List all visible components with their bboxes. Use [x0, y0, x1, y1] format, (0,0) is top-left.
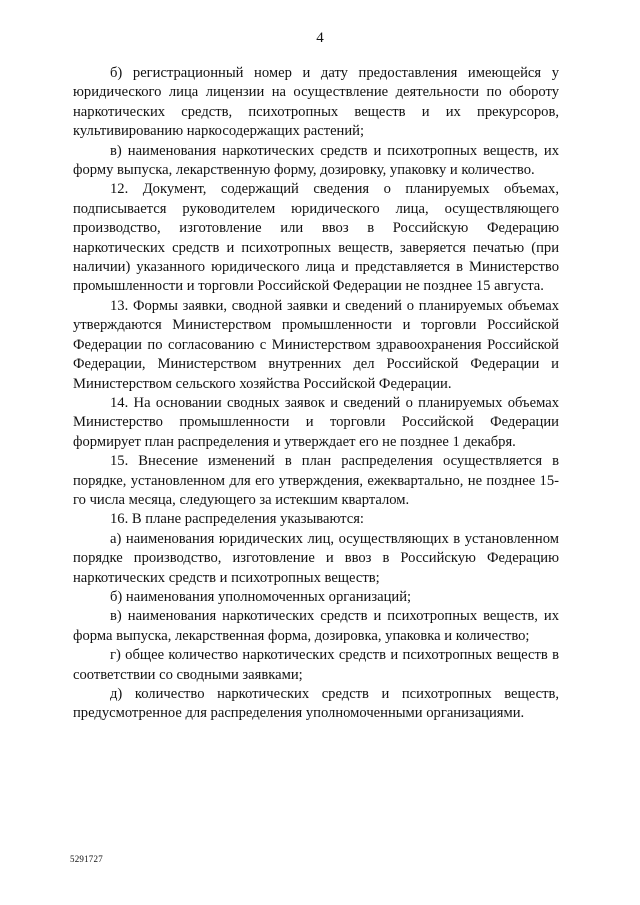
- paragraph-16-b: б) наименования уполномоченных организаций;: [110, 588, 412, 605]
- paragraph-15: 15. Внесение изменений в план распределения осуществляется в порядке, установленном для его утверждения, ежеквартально, не позднее 15-го числа месяца, следующего за истекшим кварталом.: [73, 453, 559, 508]
- paragraph-16-d: д) количество наркотических средств и психотропных веществ, предусмотренное для распределения уполномоченными организациями.: [73, 686, 559, 722]
- paragraph-16-v: в) наименования наркотических средств и психотропных веществ, их форма выпуска, лекарственная форма, дозировка, упаковка и количество;: [73, 608, 559, 644]
- document-body: [73, 64, 559, 724]
- paragraph-12: 12. Документ, содержащий сведения о планируемых объемах, подписывается руководителем юридического лица, осуществляющего производство, изготовление или ввоз в Российскую Федерацию наркотических средств и психотропных веществ, заверяется печатью (при наличии) указанного юридического лица и представляется в Министерство промышленности и торговли Российской Федерации не позднее 15 августа.: [73, 181, 559, 295]
- paragraph-16: 16. В плане распределения указываются:: [110, 511, 364, 528]
- paragraph-14: 14. На основании сводных заявок и сведений о планируемых объемах Министерство промышленности и торговли Российской Федерации формирует план распределения и утверждает его не позднее 1 декабря.: [73, 394, 559, 450]
- paragraph-b-license: б) регистрационный номер и дату предоставления имеющейся у юридического лица лицензии на осуществление деятельности по обороту наркотических средств, психотропных веществ и их прекурсоров, культивированию наркосодержащих растений;: [73, 65, 559, 140]
- paragraph-16-a: а) наименования юридических лиц, осуществляющих в установленном порядке производство, изготовление и ввоз в Российскую Федерацию наркотических средств и психотропных веществ;: [73, 530, 559, 586]
- page-number: 4: [316, 30, 324, 46]
- paragraph-13: 13. Формы заявки, сводной заявки и сведений о планируемых объемах утверждаются Министерством промышленности и торговли Российской Федерации по согласованию с Министерством здравоохранения Российской Федерации, Министерством внутренних дел Российской Федерации и Министерством сельского хозяйства Российской Федерации.: [73, 297, 559, 392]
- document-code: 5291727: [70, 854, 103, 864]
- paragraph-16-g: г) общее количество наркотических средств и психотропных веществ в соответствии со сводными заявками;: [73, 647, 559, 683]
- paragraph-v-substances: в) наименования наркотических средств и психотропных веществ, их форму выпуска, лекарственную форму, дозировку, упаковку и количество.: [73, 142, 559, 179]
